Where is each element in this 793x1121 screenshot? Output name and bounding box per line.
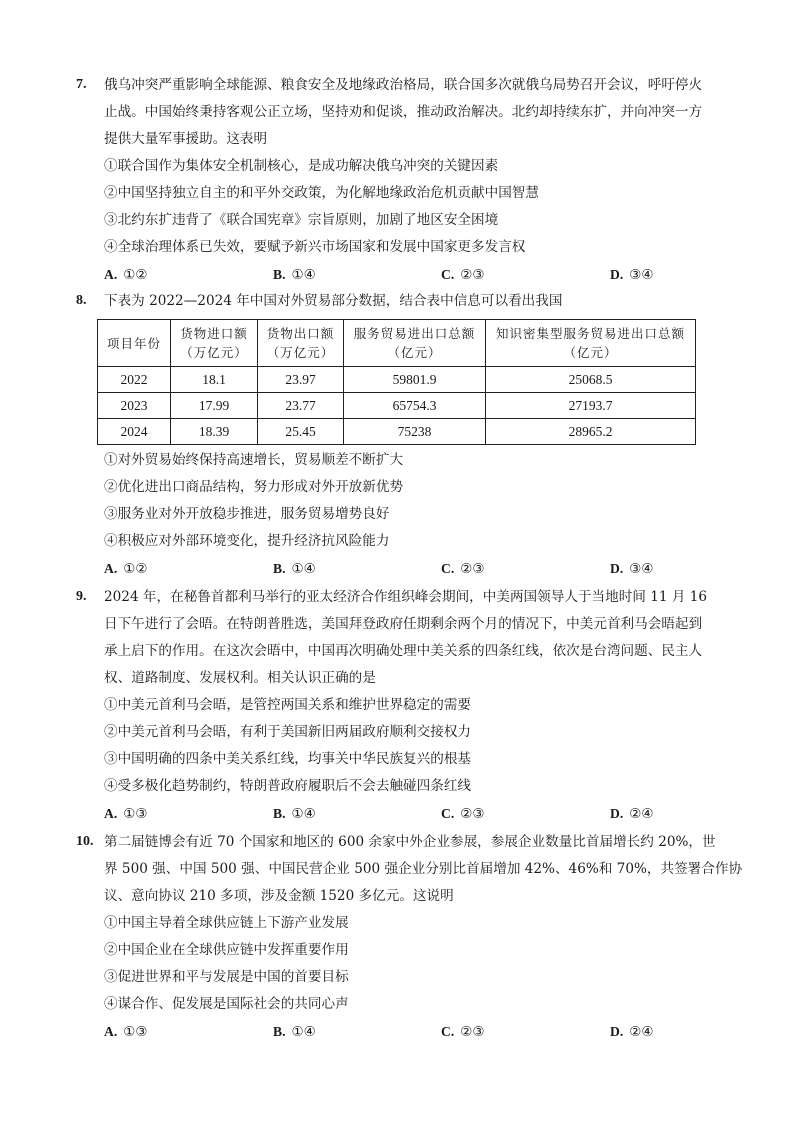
table-header-cell: 货物进口额 （万亿元） xyxy=(171,320,258,367)
question-number: 7. xyxy=(76,77,87,92)
question-stem-line: 议、意向协议 210 多项，涉及金额 1520 多亿元。这说明 xyxy=(104,888,454,904)
choice-a[interactable]: A. ①② xyxy=(104,267,148,283)
statement-option: ④受多极化趋势制约，特朗普政府履职后不会去触碰四条红线 xyxy=(104,778,472,794)
statement-option: ③服务业对外开放稳步推进，服务贸易增势良好 xyxy=(104,506,390,522)
choice-d[interactable]: D. ③④ xyxy=(610,267,654,283)
question-stem-line: 界 500 强、中国 500 强、中国民营企业 500 强企业分别比首届增加 42%、46%和 70%，共签署合作协 xyxy=(104,861,743,877)
choice-d[interactable]: D. ③④ xyxy=(610,561,654,577)
table-cell: 17.99 xyxy=(171,393,258,419)
question-stem-line: 俄乌冲突严重影响全球能源、粮食安全及地缘政治格局，联合国多次就俄乌局势召开会议，呼吁停火 xyxy=(104,77,703,93)
statement-option: ④全球治理体系已失效，要赋予新兴市场国家和发展中国家更多发言权 xyxy=(104,239,526,255)
statement-option: ②优化进出口商品结构，努力形成对外开放新优势 xyxy=(104,479,404,495)
table-header-cell: 项目年份 xyxy=(98,320,171,367)
answer-choices xyxy=(0,1022,793,1042)
table-row xyxy=(98,393,696,419)
question-stem-line: 日下午进行了会晤。在特朗普胜选，美国拜登政府任期剩余两个月的情况下，中美元首利马会晤起到 xyxy=(104,616,703,632)
statement-option: ①中国主导着全球供应链上下游产业发展 xyxy=(104,915,349,931)
table-cell: 28965.2 xyxy=(486,419,696,445)
question-number: 10. xyxy=(76,834,94,849)
table-cell: 23.97 xyxy=(258,367,344,393)
table-cell: 25068.5 xyxy=(486,367,696,393)
statement-option: ②中美元首利马会晤，有利于美国新旧两届政府顺利交接权力 xyxy=(104,724,472,740)
choice-d[interactable]: D. ②④ xyxy=(610,806,654,822)
statement-option: ①对外贸易始终保持高速增长，贸易顺差不断扩大 xyxy=(104,452,404,468)
question-stem-line: 止战。中国始终秉持客观公正立场，坚持劝和促谈，推动政治解决。北约却持续东扩，并向冲突一方 xyxy=(104,104,703,120)
choice-c[interactable]: C. ②③ xyxy=(441,561,485,577)
table-cell: 18.39 xyxy=(171,419,258,445)
choice-b[interactable]: B. ①④ xyxy=(273,1024,316,1040)
question-stem-line: 第二届链博会有近 70 个国家和地区的 600 余家中外企业参展，参展企业数量比首届增长约 20%，世 xyxy=(104,834,716,850)
answer-choices xyxy=(0,804,793,824)
table-cell: 18.1 xyxy=(171,367,258,393)
question-stem-line: 下表为 2022—2024 年中国对外贸易部分数据，结合表中信息可以看出我国 xyxy=(104,293,563,309)
table-header-row xyxy=(98,320,696,367)
statement-option: ②中国坚持独立自主的和平外交政策，为化解地缘政治危机贡献中国智慧 xyxy=(104,185,539,201)
choice-c[interactable]: C. ②③ xyxy=(441,806,485,822)
answer-choices xyxy=(0,559,793,579)
statement-option: ③中国明确的四条中美关系红线，均事关中华民族复兴的根基 xyxy=(104,751,472,767)
table-cell: 2022 xyxy=(98,367,171,393)
choice-b[interactable]: B. ①④ xyxy=(273,561,316,577)
statement-option: ④积极应对外部环境变化，提升经济抗风险能力 xyxy=(104,533,390,549)
statement-option: ②中国企业在全球供应链中发挥重要作用 xyxy=(104,942,349,958)
statement-option: ①联合国作为集体安全机制核心，是成功解决俄乌冲突的关键因素 xyxy=(104,158,499,174)
table-row xyxy=(98,419,696,445)
table-cell: 23.77 xyxy=(258,393,344,419)
table-header-cell: 服务贸易进出口总额 （亿元） xyxy=(344,320,486,367)
trade-data-table xyxy=(97,319,696,445)
statement-option: ④谋合作、促发展是国际社会的共同心声 xyxy=(104,996,349,1012)
table-cell: 2024 xyxy=(98,419,171,445)
table-cell: 25.45 xyxy=(258,419,344,445)
answer-choices xyxy=(0,265,793,285)
question-stem-line: 承上启下的作用。在这次会晤中，中国再次明确处理中美关系的四条红线，依次是台湾问题、民主人 xyxy=(104,643,703,659)
table-row xyxy=(98,367,696,393)
question-stem-line: 权、道路制度、发展权利。相关认识正确的是 xyxy=(104,670,376,686)
table-cell: 2023 xyxy=(98,393,171,419)
table-cell: 27193.7 xyxy=(486,393,696,419)
table-header-cell: 知识密集型服务贸易进出口总额 （亿元） xyxy=(486,320,696,367)
choice-c[interactable]: C. ②③ xyxy=(441,267,485,283)
statement-option: ①中美元首利马会晤，是管控两国关系和维护世界稳定的需要 xyxy=(104,697,472,713)
table-cell: 65754.3 xyxy=(344,393,486,419)
table-header-cell: 货物出口额 （万亿元） xyxy=(258,320,344,367)
question-number: 8. xyxy=(76,293,87,308)
question-stem-line: 提供大量军事援助。这表明 xyxy=(104,131,268,147)
question-stem-line: 2024 年，在秘鲁首都利马举行的亚太经济合作组织峰会期间，中美两国领导人于当地时间 11 月 16 xyxy=(104,589,708,605)
question-number: 9. xyxy=(76,589,87,604)
statement-option: ③北约东扩违背了《联合国宪章》宗旨原则，加剧了地区安全困境 xyxy=(104,212,499,228)
choice-a[interactable]: A. ①② xyxy=(104,561,148,577)
table-cell: 59801.9 xyxy=(344,367,486,393)
choice-a[interactable]: A. ①③ xyxy=(104,1024,148,1040)
choice-a[interactable]: A. ①③ xyxy=(104,806,148,822)
statement-option: ③促进世界和平与发展是中国的首要目标 xyxy=(104,969,349,985)
choice-c[interactable]: C. ②③ xyxy=(441,1024,485,1040)
table-cell: 75238 xyxy=(344,419,486,445)
choice-b[interactable]: B. ①④ xyxy=(273,806,316,822)
choice-b[interactable]: B. ①④ xyxy=(273,267,316,283)
choice-d[interactable]: D. ②④ xyxy=(610,1024,654,1040)
